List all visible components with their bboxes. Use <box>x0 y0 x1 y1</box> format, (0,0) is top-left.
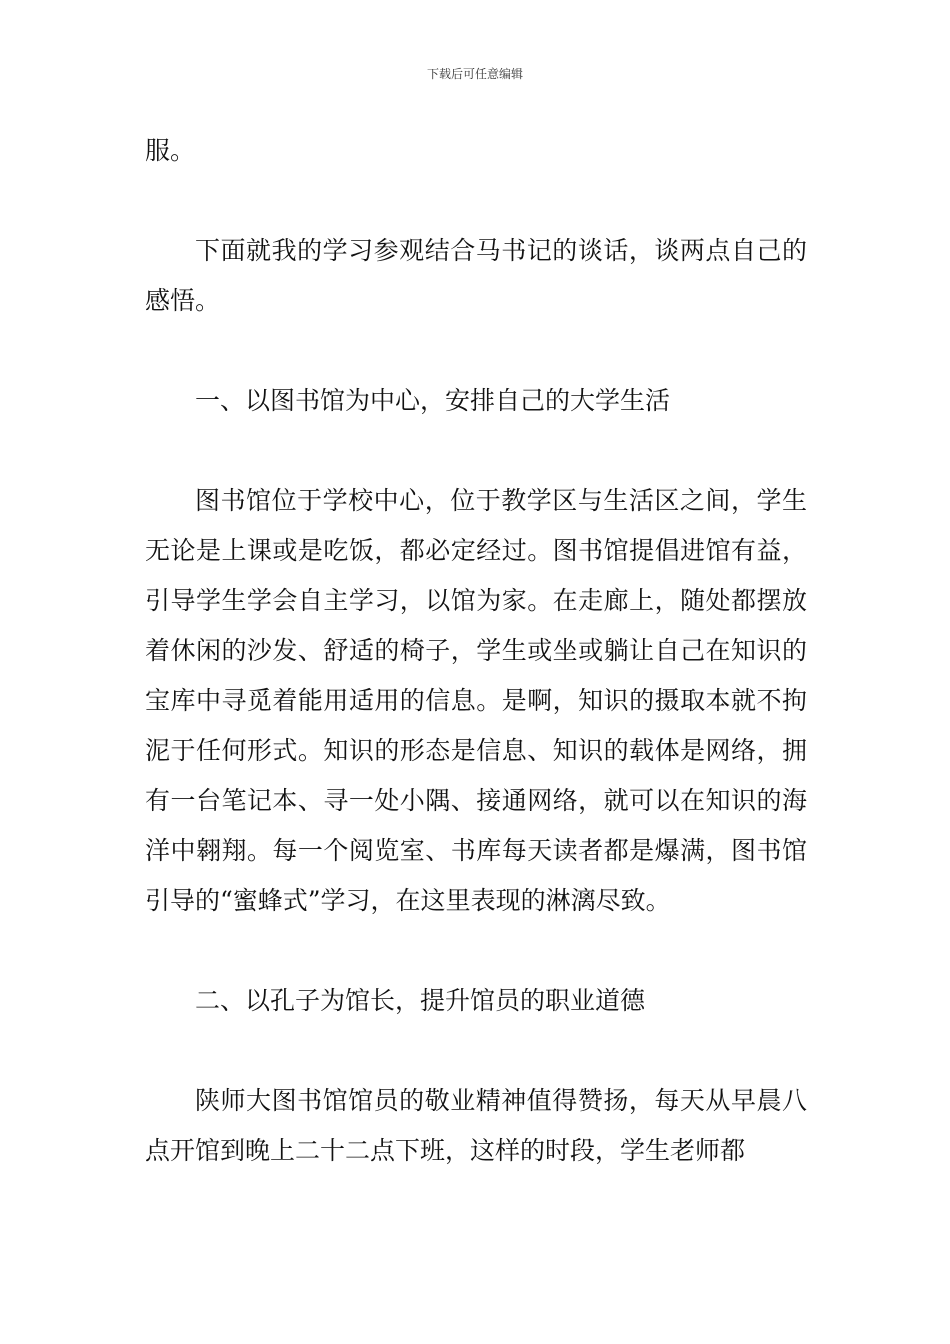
page-header: 下载后可任意编辑 <box>426 67 523 81</box>
document-body <box>145 126 807 1226</box>
paragraph-library: 图书馆位于学校中心，位于教学区与生活区之间，学生无论是上课或是吃饭，都必定经过。图书馆提倡进馆有益，引导学生学会自主学习，以馆为家。在走廊上，随处都摆放着休闲的沙发、舒适的椅子，学生或坐或躺让自己在知识的宝库中寻觅着能用适用的信息。是啊，知识的摄取本就不拘泥于任何形式。知识的形态是信息、知识的载体是网络，拥有一台笔记本、寻一处小隅、接通网络，就可以在知识的海洋中翱翔。每一个阅览室、书库每天读者都是爆满，图书馆引导的“蜜蜂式”学习，在这里表现的淋漓尽致。 <box>145 486 807 915</box>
paragraph-intro: 下面就我的学习参观结合马书记的谈话，谈两点自己的感悟。 <box>145 236 807 315</box>
section-heading-1: 一、以图书馆为中心，安排自己的大学生活 <box>195 386 671 415</box>
paragraph-continuation: 服。 <box>145 136 196 165</box>
paragraph-staff: 陕师大图书馆馆员的敬业精神值得赞扬，每天从早晨八点开馆到晚上二十二点下班，这样的时段，学生老师都 <box>145 1086 807 1165</box>
section-heading-2: 二、以孔子为馆长，提升馆员的职业道德 <box>195 986 646 1015</box>
